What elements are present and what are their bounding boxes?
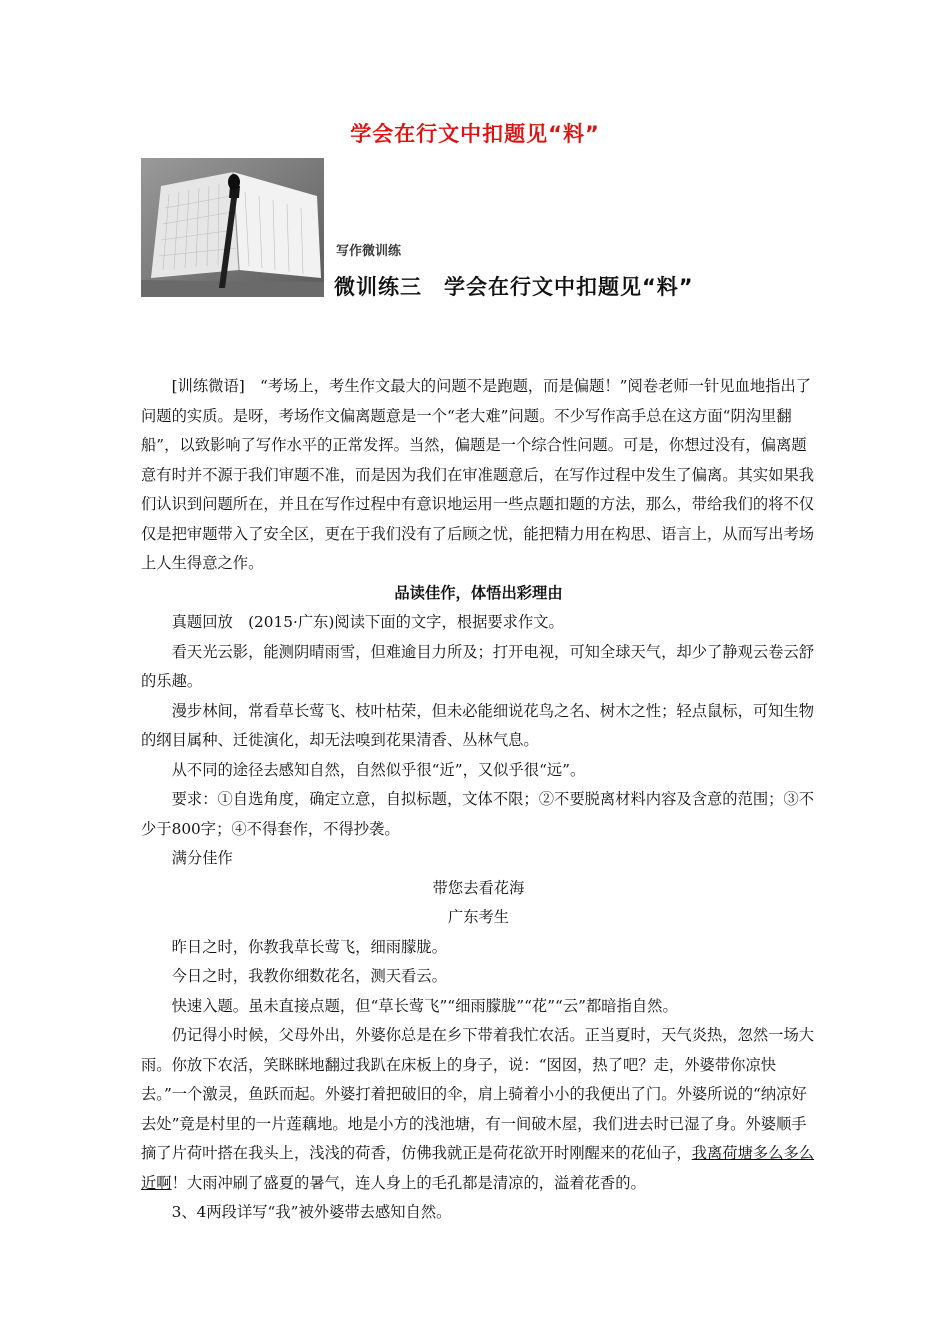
document-title: 学会在行文中扣题见“料”	[350, 122, 600, 146]
prompt-intro: 真题回放 (2015·广东)阅读下面的文字，根据要求作文。	[171, 613, 564, 631]
essay-paragraph-3	[141, 1021, 816, 1198]
essay-paragraph-3-end: ！大雨冲刷了盛夏的暑气，连人身上的毛孔都是清凉的，溢着花香的。	[171, 1173, 646, 1192]
section-label: 写作微训练	[336, 244, 402, 259]
header-title: 微训练三 学会在行文中扣题见“料”	[334, 275, 694, 299]
essay-line-1: 昨日之时，你教我草长莺飞，细雨朦胧。	[171, 937, 447, 956]
section-heading: 品读佳作，体悟出彩理由	[394, 583, 563, 602]
underlined-phrase: 我离荷塘多么多么近啊	[141, 1144, 815, 1192]
prompt-paragraph-2: 漫步林间，常看草长莺飞、枝叶枯荣，但未必能细说花鸟之名、树木之性；轻点鼠标，可知生物的纲目属种、迁徙演化，却无法嗅到花果清香、丛林气息。	[141, 701, 815, 749]
essay-author: 广东考生	[447, 908, 510, 926]
essay-line-2: 今日之时，我教你细数花名，测天看云。	[171, 967, 447, 985]
prompt-paragraph-3: 从不同的途径去感知自然，自然似乎很“近”，又似乎很“远”。	[171, 760, 586, 779]
prompt-requirements: 要求：①自选角度，确定立意，自拟标题，文体不限；②不要脱离材料内容及含意的范围；③不少于800字；④不得套作，不得抄袭。	[141, 790, 815, 838]
document-body	[141, 372, 816, 1228]
intro-paragraph: [训练微语] “考场上，考生作文最大的问题不是跑题，而是偏题！”阅卷老师一针见血地指出了问题的实质。是呀，考场作文偏离题意是一个“老大难”问题。不少写作高手总在这方面“阴沟里翻船”，以致影响了写作水平的正常发挥。当然，偏题是一个综合性问题。可是，你想过没有，偏离题意有时并不源于我们审题不准，而是因为我们在审准题意后，在写作过程中发生了偏离。其实如果我们认识到问题所在，并且在写作过程中有意识地运用一些点题扣题的方法，那么，带给我们的将不仅仅是把审题带入了安全区，更在于我们没有了后顾之忧，能把精力用在构思、语言上，从而写出考场上人生得意之作。	[141, 377, 815, 572]
essay-label: 满分佳作	[171, 849, 233, 867]
essay-paragraph-3-text: 仍记得小时候，父母外出，外婆你总是在乡下带着我忙农活。正当夏时，天气炎热，忽然一场大雨。你放下农活，笑眯眯地翻过我趴在床板上的身子，说：“囡囡，热了吧？走，外婆带你凉快去。”一个激灵，鱼跃而起。外婆打着把破旧的伞，肩上骑着小小的我便出了门。外婆所说的“纳凉好去处”竟是村里的一片莲藕地。地是小方的浅池塘，有一间破木屋，我们进去时已湿了身。外婆顺手摘了片荷叶搭在我头上，浅浅的荷香，仿佛我就正是荷花欲开时刚醒来的花仙子，	[141, 1026, 815, 1162]
essay-title: 带您去看花海	[432, 878, 525, 897]
notebook-brush-photo	[141, 158, 324, 297]
essay-comment-2: 3、4两段详写“我”被外婆带去感知自然。	[171, 1203, 452, 1221]
essay-comment-1: 快速入题。虽未直接点题，但“草长莺飞”“细雨朦胧”“花”“云”都暗指自然。	[171, 996, 678, 1015]
prompt-paragraph-1: 看天光云影，能测阴晴雨雪，但难逾目力所及；打开电视，可知全球天气，却少了静观云卷云舒的乐趣。	[141, 642, 815, 690]
